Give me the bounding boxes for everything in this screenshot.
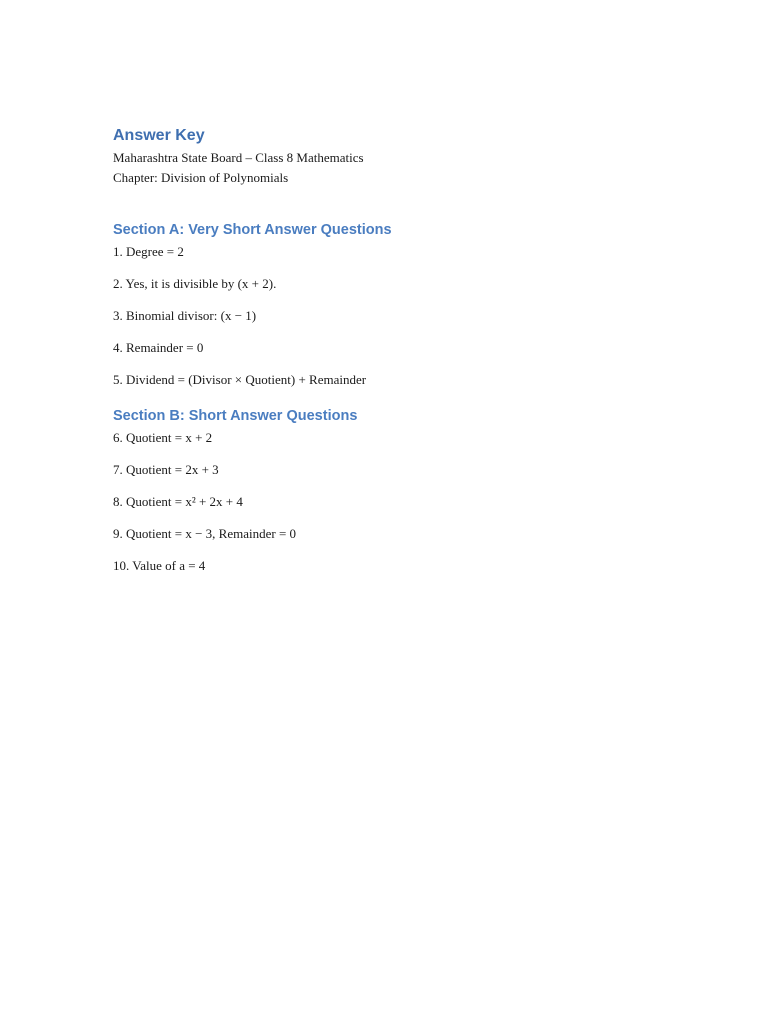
answer-item: 4. Remainder = 0 [113, 340, 204, 355]
document-title: Answer Key [113, 127, 205, 144]
answer-item: 1. Degree = 2 [113, 244, 184, 259]
answer-item: 5. Dividend = (Divisor × Quotient) + Remainder [113, 372, 367, 387]
section-a-heading: Section A: Very Short Answer Questions [113, 222, 392, 238]
answer-item: 6. Quotient = x + 2 [113, 430, 213, 445]
section-a-answers [113, 242, 673, 390]
answer-item: 3. Binomial divisor: (x − 1) [113, 308, 257, 323]
section-b [113, 405, 673, 576]
section-b-heading: Section B: Short Answer Questions [113, 408, 358, 424]
board-line: Maharashtra State Board – Class 8 Mathematics [113, 150, 364, 165]
answer-item: 2. Yes, it is divisible by (x + 2). [113, 276, 277, 291]
answer-item: 9. Quotient = x − 3, Remainder = 0 [113, 526, 297, 541]
section-b-answers [113, 428, 673, 576]
answer-item: 8. Quotient = x² + 2x + 4 [113, 494, 243, 509]
document-page [113, 124, 673, 576]
section-a [113, 219, 673, 390]
answer-item: 10. Value of a = 4 [113, 558, 206, 573]
chapter-line: Chapter: Division of Polynomials [113, 170, 289, 185]
answer-item: 7. Quotient = 2x + 3 [113, 462, 219, 477]
